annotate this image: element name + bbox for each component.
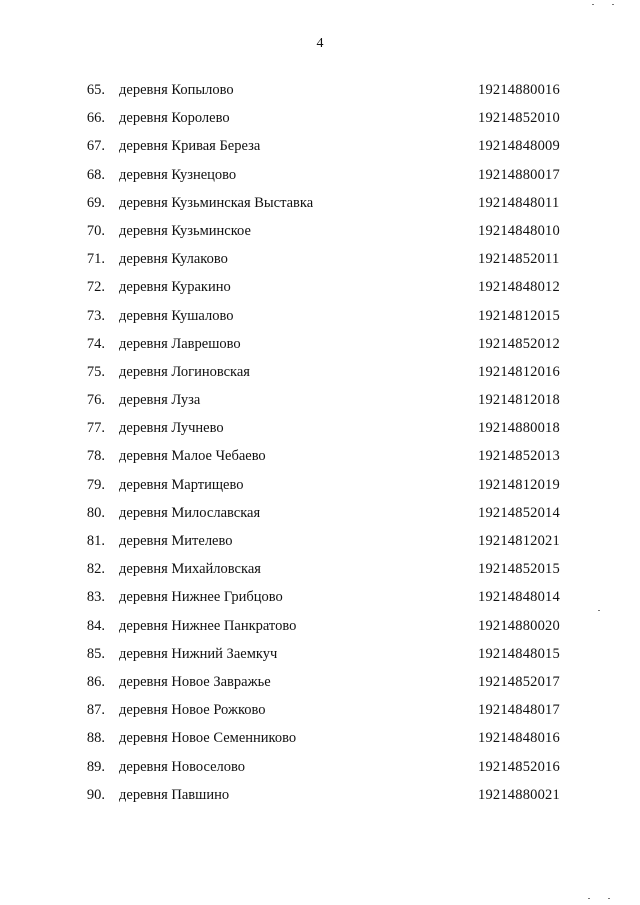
row-number: 75.: [86, 363, 105, 380]
oktmo-code: 19214852015: [478, 561, 560, 578]
oktmo-code: 19214848017: [478, 702, 560, 719]
settlement-name: деревня Нижнее Грибцово: [119, 589, 283, 606]
list-item: [0, 302, 640, 330]
row-number: 85.: [86, 645, 105, 662]
list-item: [0, 499, 640, 527]
list-item: [0, 471, 640, 499]
oktmo-code: 19214848009: [478, 138, 560, 155]
settlement-name: деревня Новое Рожково: [119, 702, 266, 719]
row-number: 69.: [86, 194, 105, 211]
oktmo-code: 19214880020: [478, 617, 560, 634]
row-number: 70.: [86, 222, 105, 239]
settlement-name: деревня Кузьминская Выставка: [119, 194, 314, 211]
settlement-name: деревня Кулаково: [119, 251, 228, 268]
settlement-name: деревня Милославская: [119, 504, 261, 521]
oktmo-code: 19214848016: [478, 730, 560, 747]
list-item: [0, 132, 640, 160]
settlement-name: деревня Новоселово: [119, 758, 246, 775]
list-item: [0, 781, 640, 809]
oktmo-code: 19214880016: [478, 82, 560, 98]
row-number: 89.: [86, 758, 105, 775]
oktmo-code: 19214812021: [478, 533, 560, 549]
row-number: 76.: [86, 392, 105, 409]
row-number: 87.: [86, 702, 105, 719]
settlement-name: деревня Лаврешово: [119, 335, 241, 352]
settlement-name: деревня Новое Завражье: [119, 673, 271, 690]
list-item: [0, 273, 640, 301]
row-number: 88.: [86, 730, 105, 747]
scan-artifact: [592, 4, 594, 5]
list-item: [0, 414, 640, 442]
scan-artifact: [608, 898, 610, 899]
settlement-name: деревня Новое Семенниково: [119, 730, 297, 747]
row-number: 67.: [86, 138, 105, 155]
oktmo-code: 19214812019: [478, 476, 560, 493]
oktmo-code: 19214812016: [478, 363, 560, 380]
row-number: 74.: [86, 335, 105, 352]
row-number: 72.: [86, 279, 105, 296]
list-item: [0, 358, 640, 386]
list-item: [0, 753, 640, 781]
settlement-name: деревня Кривая Береза: [119, 138, 261, 155]
row-number: 79.: [86, 476, 105, 493]
settlement-name: деревня Нижнее Панкратово: [119, 617, 297, 634]
oktmo-code: 19214848012: [478, 279, 560, 296]
row-number: 86.: [86, 673, 105, 690]
scan-artifact: [588, 898, 590, 899]
settlement-name: деревня Копылово: [119, 82, 234, 98]
settlement-name: деревня Кузнецово: [119, 166, 237, 183]
oktmo-code: 19214852010: [478, 110, 560, 127]
list-item: [0, 612, 640, 640]
scan-artifact: [612, 4, 614, 5]
list-item: [0, 583, 640, 611]
oktmo-code: 19214852014: [478, 504, 560, 521]
row-number: 71.: [86, 251, 105, 268]
oktmo-code: 19214880021: [478, 786, 560, 803]
row-number: 83.: [86, 589, 105, 606]
list-item: [0, 104, 640, 132]
page-number: 4: [316, 36, 324, 51]
list-item: [0, 696, 640, 724]
list-item: [0, 668, 640, 696]
settlement-name: деревня Малое Чебаево: [119, 448, 266, 465]
oktmo-code: 19214880018: [478, 420, 560, 437]
list-item: [0, 724, 640, 752]
settlement-list: [0, 76, 640, 809]
row-number: 77.: [86, 420, 105, 437]
row-number: 80.: [86, 504, 105, 521]
oktmo-code: 19214848015: [478, 645, 560, 662]
settlement-name: деревня Михайловская: [119, 561, 261, 578]
list-item: [0, 386, 640, 414]
list-item: [0, 555, 640, 583]
oktmo-code: 19214848014: [478, 589, 560, 606]
row-number: 66.: [86, 110, 105, 127]
list-item: [0, 330, 640, 358]
settlement-name: деревня Мартищево: [119, 476, 244, 493]
list-item: [0, 217, 640, 245]
list-item: [0, 442, 640, 470]
settlement-name: деревня Павшино: [119, 786, 230, 803]
row-number: 90.: [86, 786, 105, 803]
oktmo-code: 19214852016: [478, 758, 560, 775]
row-number: 78.: [86, 448, 105, 465]
oktmo-code: 19214880017: [478, 166, 560, 183]
row-number: 84.: [86, 617, 105, 634]
oktmo-code: 19214852011: [478, 251, 560, 268]
oktmo-code: 19214812015: [478, 307, 560, 324]
settlement-name: деревня Кушалово: [119, 307, 234, 324]
scan-artifact: [598, 610, 600, 611]
settlement-name: деревня Мителево: [119, 533, 233, 549]
list-item: [0, 189, 640, 217]
row-number: 82.: [86, 561, 105, 578]
settlement-name: деревня Луза: [119, 392, 201, 409]
settlement-name: деревня Нижний Заемкуч: [119, 645, 278, 662]
oktmo-code: 19214812018: [478, 392, 560, 409]
list-item: [0, 161, 640, 189]
oktmo-code: 19214852017: [478, 673, 560, 690]
settlement-name: деревня Лучнево: [119, 420, 224, 437]
settlement-name: деревня Логиновская: [119, 363, 250, 380]
row-number: 68.: [86, 166, 105, 183]
oktmo-code: 19214848010: [478, 222, 560, 239]
row-number: 65.: [86, 82, 105, 98]
settlement-name: деревня Королево: [119, 110, 230, 127]
list-item: [0, 640, 640, 668]
oktmo-code: 19214852013: [478, 448, 560, 465]
row-number: 81.: [86, 533, 105, 549]
list-item: [0, 245, 640, 273]
list-item: [0, 527, 640, 555]
oktmo-code: 19214848011: [478, 194, 560, 211]
settlement-name: деревня Кузьминское: [119, 222, 251, 239]
oktmo-code: 19214852012: [478, 335, 560, 352]
list-item: [0, 76, 640, 104]
row-number: 73.: [86, 307, 105, 324]
settlement-name: деревня Куракино: [119, 279, 231, 296]
